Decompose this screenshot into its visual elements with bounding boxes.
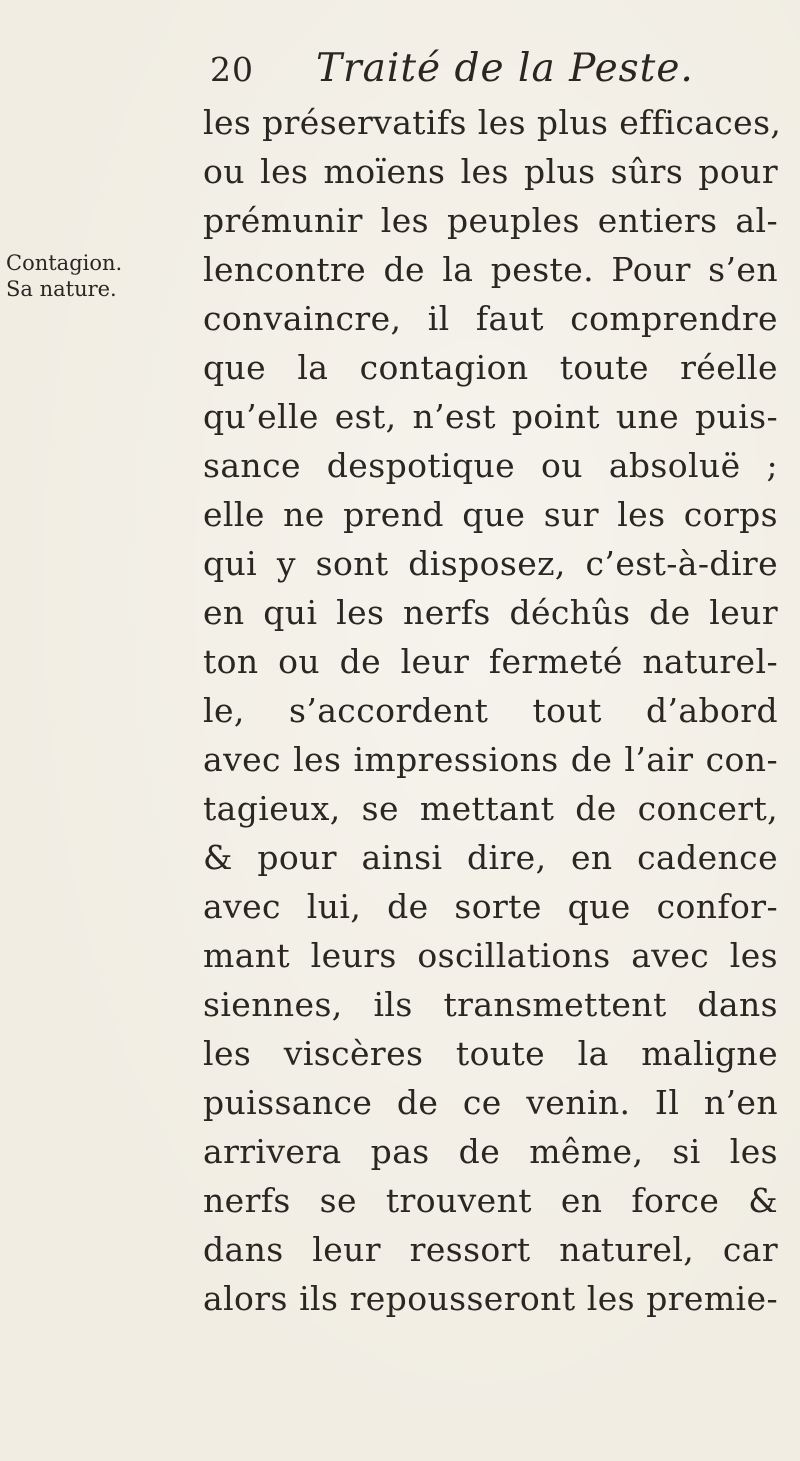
text-line: alors ils repousseront les premie- bbox=[203, 1279, 778, 1318]
text-line: sance despotique ou absoluë ; bbox=[203, 446, 778, 485]
page-number: 20 bbox=[210, 50, 254, 89]
text-line: qu’elle est, n’est point une puis- bbox=[203, 397, 778, 436]
text-line: ton ou de leur fermeté naturel- bbox=[203, 642, 778, 681]
text-line: tagieux, se mettant de concert, bbox=[203, 789, 778, 828]
text-line: puissance de ce venin. Il n’en bbox=[203, 1083, 778, 1122]
text-line: ou les moïens les plus sûrs pour bbox=[203, 152, 778, 191]
text-line: avec lui, de sorte que confor- bbox=[203, 887, 778, 926]
page-header bbox=[210, 46, 694, 106]
text-line: avec les impressions de l’air con- bbox=[203, 740, 778, 779]
text-line: que la contagion toute réelle bbox=[203, 348, 778, 387]
text-line: siennes, ils transmettent dans bbox=[203, 985, 778, 1024]
text-line: nerfs se trouvent en force & bbox=[203, 1181, 778, 1220]
margin-notes bbox=[6, 250, 196, 302]
text-line: convaincre, il faut comprendre bbox=[203, 299, 778, 338]
margin-note: Sa nature. bbox=[6, 277, 117, 301]
text-line: en qui les nerfs déchûs de leur bbox=[203, 593, 778, 632]
text-line: les préservatifs les plus efficaces, bbox=[203, 103, 782, 142]
text-line: prémunir les peuples entiers al- bbox=[203, 201, 778, 240]
text-line: dans leur ressort naturel, car bbox=[203, 1230, 778, 1269]
text-line: lencontre de la peste. Pour s’en bbox=[203, 250, 778, 289]
margin-note: Contagion. bbox=[6, 251, 123, 275]
text-line: mant leurs oscillations avec les bbox=[203, 936, 778, 975]
text-line: elle ne prend que sur les corps bbox=[203, 495, 778, 534]
running-title: Traité de la Peste. bbox=[316, 46, 694, 91]
body-text bbox=[203, 98, 782, 1323]
text-line: arrivera pas de même, si les bbox=[203, 1132, 778, 1171]
text-line: les viscères toute la maligne bbox=[203, 1034, 778, 1073]
text-line: le, s’accordent tout d’abord bbox=[203, 691, 778, 730]
text-line: qui y sont disposez, c’est-à-dire bbox=[203, 544, 778, 583]
text-line: & pour ainsi dire, en cadence bbox=[203, 838, 778, 877]
